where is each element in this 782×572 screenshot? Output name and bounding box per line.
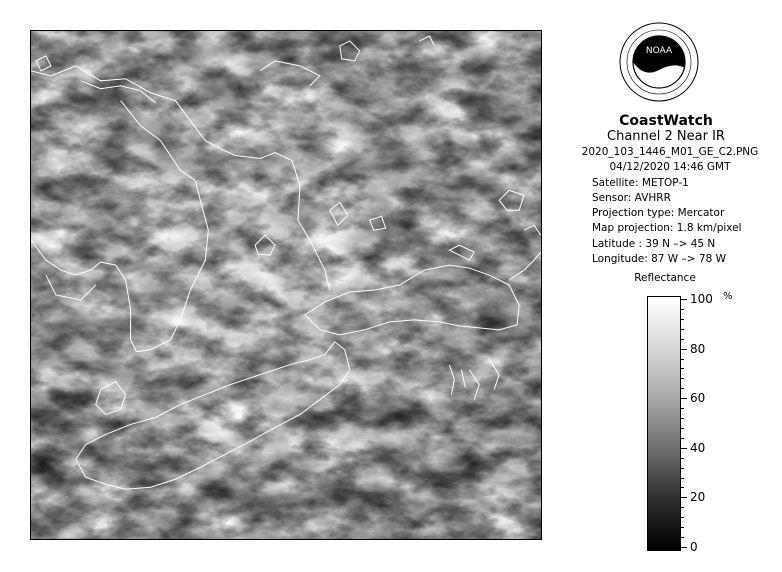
sensor-text: Sensor: AVHRR [592,191,671,204]
colorbar-minor-tick [681,418,684,419]
product-title: CoastWatch [619,113,713,129]
noaa-logo [619,20,699,104]
colorbar-tick-label: 20 [690,490,706,505]
latitude-text: Latitude : 39 N –> 45 N [592,237,716,250]
colorbar-minor-tick [681,487,684,488]
colorbar-minor-tick [681,378,684,379]
colorbar-major-tick [681,349,687,350]
logo-noaa-text: NOAA [645,46,673,56]
satellite-text: Satellite: METOP-1 [592,176,689,189]
colorbar-minor-tick [681,339,684,340]
colorbar-minor-tick [681,329,684,330]
colorbar-minor-tick [681,527,684,528]
reflectance-colorbar [647,296,681,551]
channel-title: Channel 2 Near IR [607,129,725,144]
colorbar-minor-tick [681,319,684,320]
colorbar-minor-tick [681,359,684,360]
datetime-text: 04/12/2020 14:46 GMT [609,161,731,174]
legend-title: Reflectance [634,272,696,284]
colorbar-minor-tick [681,428,684,429]
colorbar-tick-label: 60 [690,391,706,406]
colorbar-minor-tick [681,309,684,310]
colorbar-minor-tick [681,537,684,538]
colorbar-minor-tick [681,458,684,459]
colorbar-minor-tick [681,388,684,389]
colorbar-major-tick [681,547,687,548]
colorbar-minor-tick [681,438,684,439]
metadata-block [560,145,780,267]
colorbar-tick-label: 0 [690,540,698,554]
satellite-image [30,30,542,540]
map-projection-text: Map projection: 1.8 km/pixel [592,222,742,235]
longitude-text: Longitude: 87 W –> 78 W [592,253,726,266]
colorbar-major-tick [681,497,687,498]
projection-type-text: Projection type: Mercator [592,207,725,220]
colorbar-minor-tick [681,478,684,479]
colorbar-major-tick [681,398,687,399]
colorbar-minor-tick [681,408,684,409]
colorbar-minor-tick [681,507,684,508]
reflectance-map [31,31,541,539]
colorbar-minor-tick [681,517,684,518]
colorbar-tick-label: 100 [690,292,713,306]
colorbar-tick-label: 40 [690,440,706,455]
colorbar-minor-tick [681,468,684,469]
filename-text: 2020_103_1446_M01_GE_C2.PNG [581,146,759,158]
colorbar-minor-tick [681,368,684,369]
colorbar-major-tick [681,448,687,449]
colorbar-tick-label: 80 [690,341,706,356]
legend-unit: % [723,291,733,302]
colorbar-major-tick [681,299,687,300]
